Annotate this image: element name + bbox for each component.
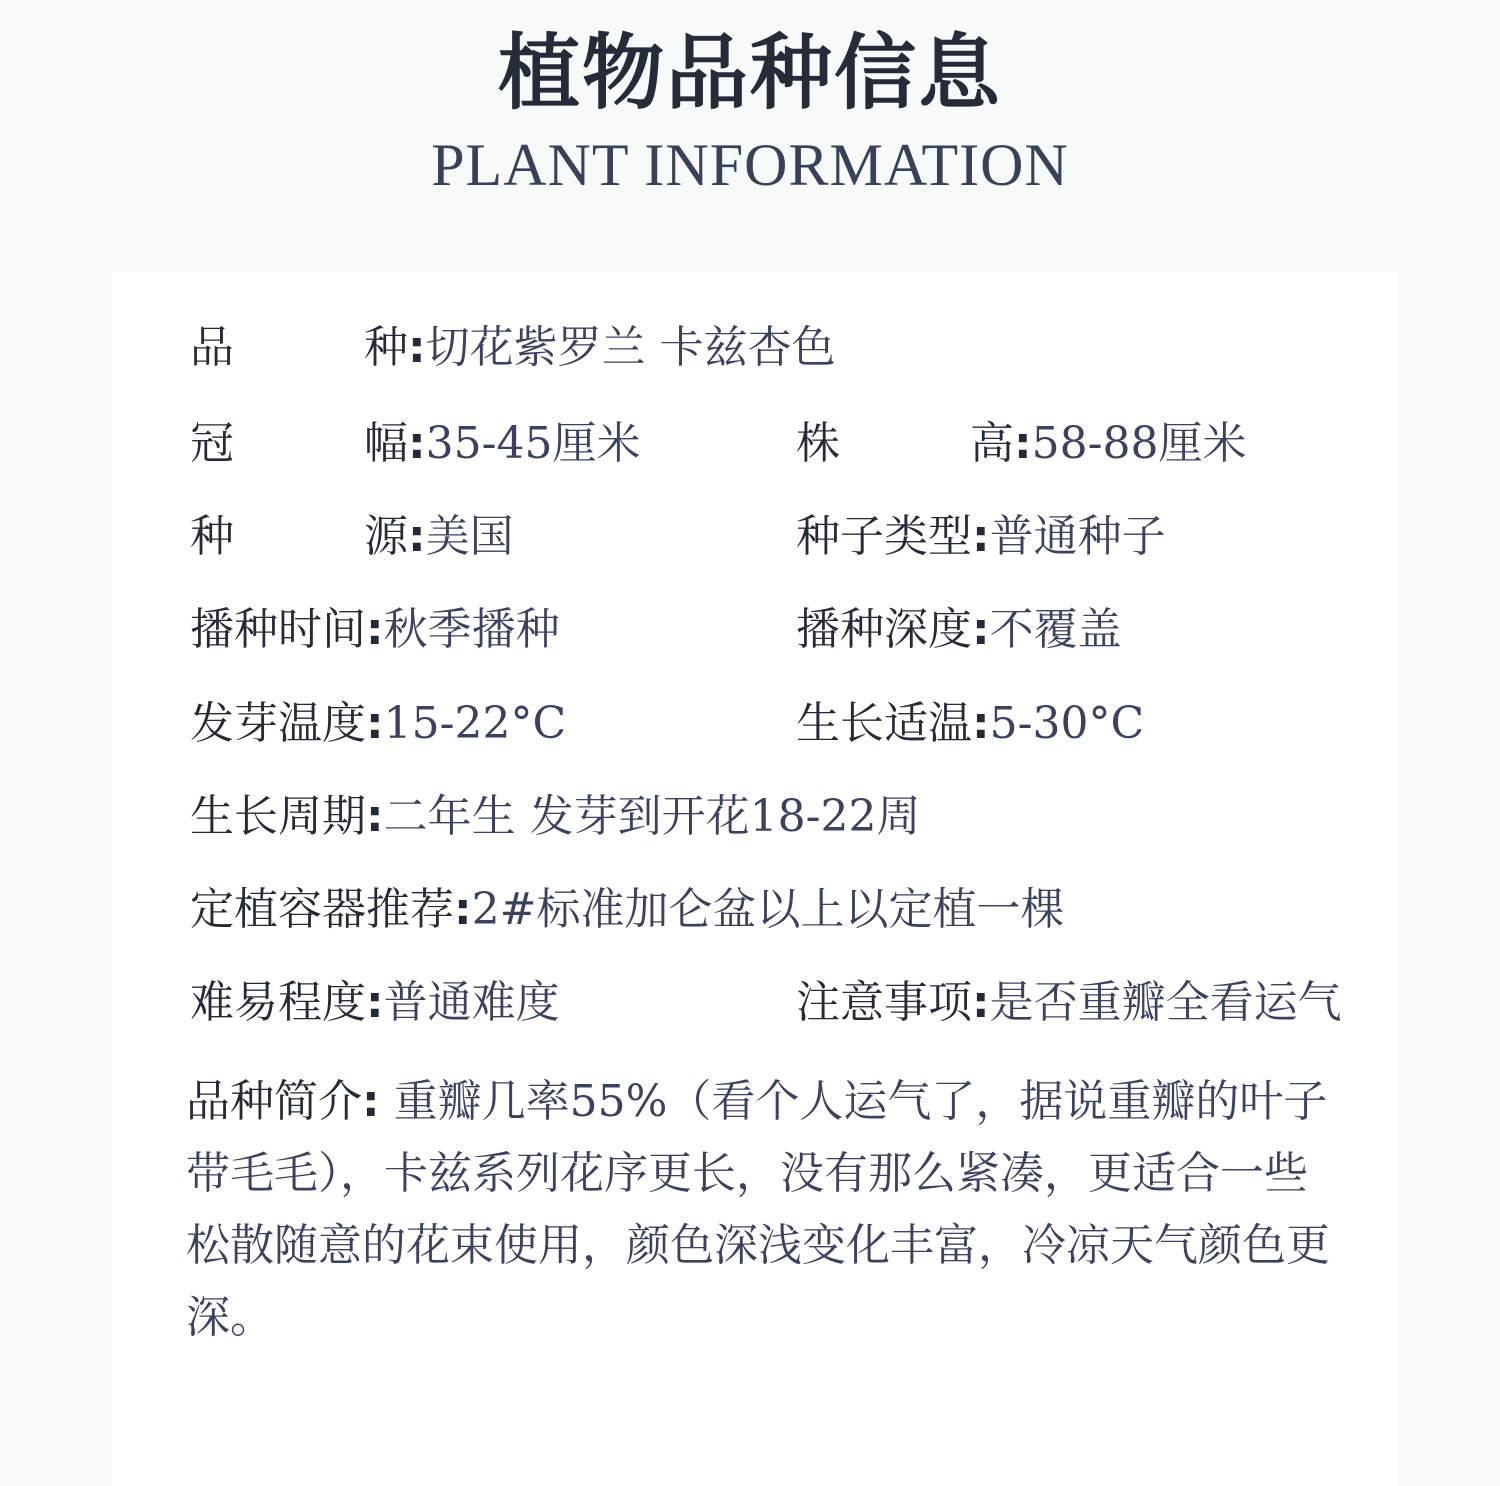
page-subtitle: PLANT INFORMATION <box>431 132 1069 198</box>
label-plant-height: 株 高 <box>796 418 1014 469</box>
colon: : <box>362 1076 380 1127</box>
row-growth-temp <box>796 694 1144 754</box>
colon: : <box>366 977 384 1028</box>
value-plant-height: 58-88厘米 <box>1031 418 1247 469</box>
row-container <box>190 880 1064 940</box>
row-notes <box>796 973 1342 1033</box>
value-seed-type: 普通种子 <box>989 511 1166 562</box>
value-germination-temp: 15-22°C <box>383 698 567 749</box>
label-origin: 种 源 <box>190 511 408 562</box>
row-difficulty <box>190 973 560 1033</box>
colon: : <box>366 698 384 749</box>
value-difficulty: 普通难度 <box>383 977 560 1028</box>
label-sowing-time: 播种时间 <box>190 604 366 655</box>
value-sowing-depth: 不覆盖 <box>989 604 1122 655</box>
colon: : <box>972 698 990 749</box>
row-origin <box>190 507 514 567</box>
row-seed-type <box>796 507 1166 567</box>
row-sowing-depth <box>796 600 1122 660</box>
row-sowing-time <box>190 600 560 660</box>
variety-intro <box>186 1066 1346 1354</box>
value-crown-width: 35-45厘米 <box>425 418 641 469</box>
row-variety <box>190 318 836 378</box>
colon: : <box>366 791 384 842</box>
colon: : <box>408 418 426 469</box>
label-variety: 品 种 <box>190 322 408 373</box>
value-growth-temp: 5-30°C <box>989 698 1145 749</box>
label-growth-temp: 生长适温 <box>796 698 972 749</box>
colon: : <box>366 604 384 655</box>
intro-text: 重瓣几率55%（看个人运气了，据说重瓣的叶子带毛毛），卡兹系列花序更长，没有那么紧凑，更适合一些松散随意的花束使用，颜色深浅变化丰富，冷凉天气颜色更深。 <box>186 1076 1330 1343</box>
label-seed-type: 种子类型 <box>796 511 972 562</box>
row-growth-cycle <box>190 787 920 847</box>
page-title: 植物品种信息 <box>497 26 1002 121</box>
colon: : <box>972 977 990 1028</box>
colon: : <box>972 511 990 562</box>
value-notes: 是否重瓣全看运气 <box>989 977 1342 1028</box>
colon: : <box>408 511 426 562</box>
colon: : <box>1014 418 1032 469</box>
row-crown-width <box>190 414 640 474</box>
colon: : <box>454 884 472 935</box>
value-growth-cycle: 二年生 发芽到开花18-22周 <box>383 791 921 842</box>
value-origin: 美国 <box>425 511 514 562</box>
label-difficulty: 难易程度 <box>190 977 366 1028</box>
label-sowing-depth: 播种深度 <box>796 604 972 655</box>
row-plant-height <box>796 414 1246 474</box>
label-intro: 品种简介 <box>186 1076 362 1127</box>
value-sowing-time: 秋季播种 <box>383 604 560 655</box>
colon: : <box>408 322 426 373</box>
label-notes: 注意事项 <box>796 977 972 1028</box>
value-container: 2#标准加仑盆以上以定植一棵 <box>471 884 1065 935</box>
colon: : <box>972 604 990 655</box>
label-container: 定植容器推荐 <box>190 884 454 935</box>
row-germination-temp <box>190 694 566 754</box>
value-variety: 切花紫罗兰 卡兹杏色 <box>425 322 836 373</box>
label-crown-width: 冠 幅 <box>190 418 408 469</box>
label-growth-cycle: 生长周期 <box>190 791 366 842</box>
label-germination-temp: 发芽温度 <box>190 698 366 749</box>
